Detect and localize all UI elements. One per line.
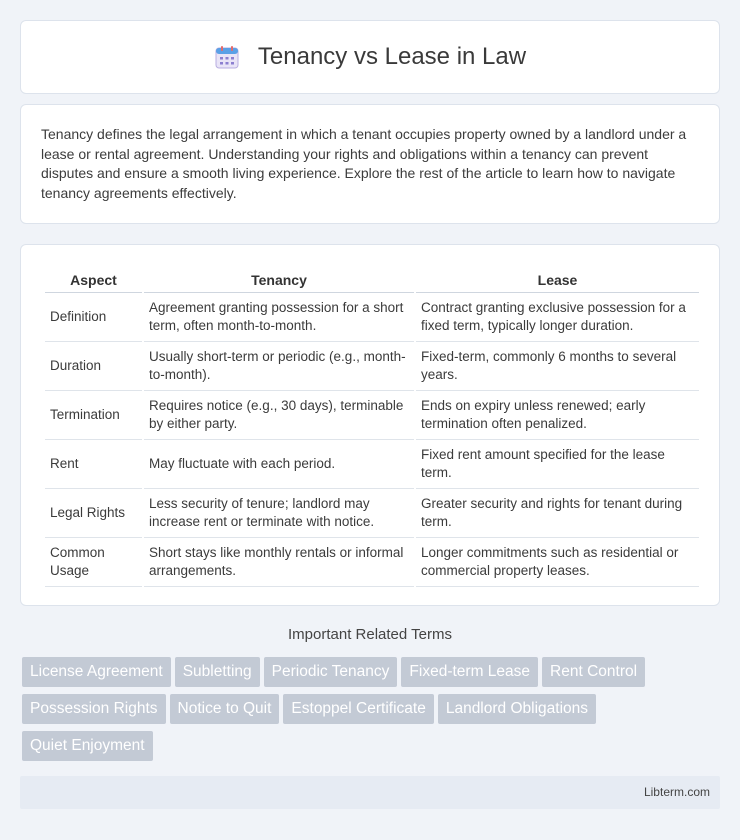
cell-lease: Contract granting exclusive possession for a fixed term, typically longer duration. xyxy=(416,293,699,342)
header-lease: Lease xyxy=(416,267,699,293)
cell-lease: Fixed rent amount specified for the lease term. xyxy=(416,440,699,489)
table-row xyxy=(45,391,699,440)
page-title: Tenancy vs Lease in Law xyxy=(257,43,527,70)
cell-tenancy: Requires notice (e.g., 30 days), terminable by either party. xyxy=(144,391,414,440)
term-quiet-enjoyment[interactable]: Quiet Enjoyment xyxy=(22,731,153,761)
cell-lease: Ends on expiry unless renewed; early termination often penalized. xyxy=(416,391,699,440)
cell-lease: Fixed-term, commonly 6 months to several years. xyxy=(416,342,699,391)
comparison-table xyxy=(43,267,701,587)
cell-aspect: Duration xyxy=(45,342,142,391)
title-wrap xyxy=(214,43,526,71)
header-card xyxy=(20,20,720,94)
term-fixed-term-lease[interactable]: Fixed-term Lease xyxy=(401,657,538,687)
cell-aspect: Legal Rights xyxy=(45,489,142,538)
related-terms-heading: Important Related Terms xyxy=(288,626,452,643)
cell-aspect: Common Usage xyxy=(45,538,142,587)
term-subletting[interactable]: Subletting xyxy=(175,657,260,687)
cell-tenancy: Less security of tenure; landlord may increase rent or terminate with notice. xyxy=(144,489,414,538)
term-periodic-tenancy[interactable]: Periodic Tenancy xyxy=(264,657,398,687)
cell-tenancy: Agreement granting possession for a short term, often month-to-month. xyxy=(144,293,414,342)
calendar-icon xyxy=(214,44,240,70)
cell-aspect: Definition xyxy=(45,293,142,342)
footer-site-link[interactable]: Libterm.com xyxy=(643,785,710,799)
comparison-table-card xyxy=(20,244,720,606)
header-tenancy: Tenancy xyxy=(144,267,414,293)
term-notice-to-quit[interactable]: Notice to Quit xyxy=(170,694,280,724)
table-row xyxy=(45,489,699,538)
term-rent-control[interactable]: Rent Control xyxy=(542,657,645,687)
cell-tenancy: May fluctuate with each period. xyxy=(144,440,414,489)
footer xyxy=(20,776,720,809)
term-landlord-obligations[interactable]: Landlord Obligations xyxy=(438,694,596,724)
term-possession-rights[interactable]: Possession Rights xyxy=(22,694,166,724)
header-aspect: Aspect xyxy=(45,267,142,293)
cell-aspect: Rent xyxy=(45,440,142,489)
related-terms-list xyxy=(22,657,722,761)
term-license-agreement[interactable]: License Agreement xyxy=(22,657,171,687)
table-header-row xyxy=(45,267,699,293)
table-row xyxy=(45,293,699,342)
cell-lease: Greater security and rights for tenant during term. xyxy=(416,489,699,538)
table-row xyxy=(45,342,699,391)
cell-tenancy: Short stays like monthly rentals or informal arrangements. xyxy=(144,538,414,587)
table-row xyxy=(45,538,699,587)
term-estoppel-certificate[interactable]: Estoppel Certificate xyxy=(283,694,433,724)
cell-aspect: Termination xyxy=(45,391,142,440)
cell-tenancy: Usually short-term or periodic (e.g., month-to-month). xyxy=(144,342,414,391)
cell-lease: Longer commitments such as residential or commercial property leases. xyxy=(416,538,699,587)
table-row xyxy=(45,440,699,489)
intro-paragraph: Tenancy defines the legal arrangement in which a tenant occupies property owned by a landlord under a lease or rental agreement. Understanding your rights and obligations within a tenancy can prevent disputes and ensure a smooth living experience. Explore the rest of the article to learn how to navigate tenancy agreements effectively. xyxy=(41,126,687,201)
intro-card xyxy=(20,104,720,224)
